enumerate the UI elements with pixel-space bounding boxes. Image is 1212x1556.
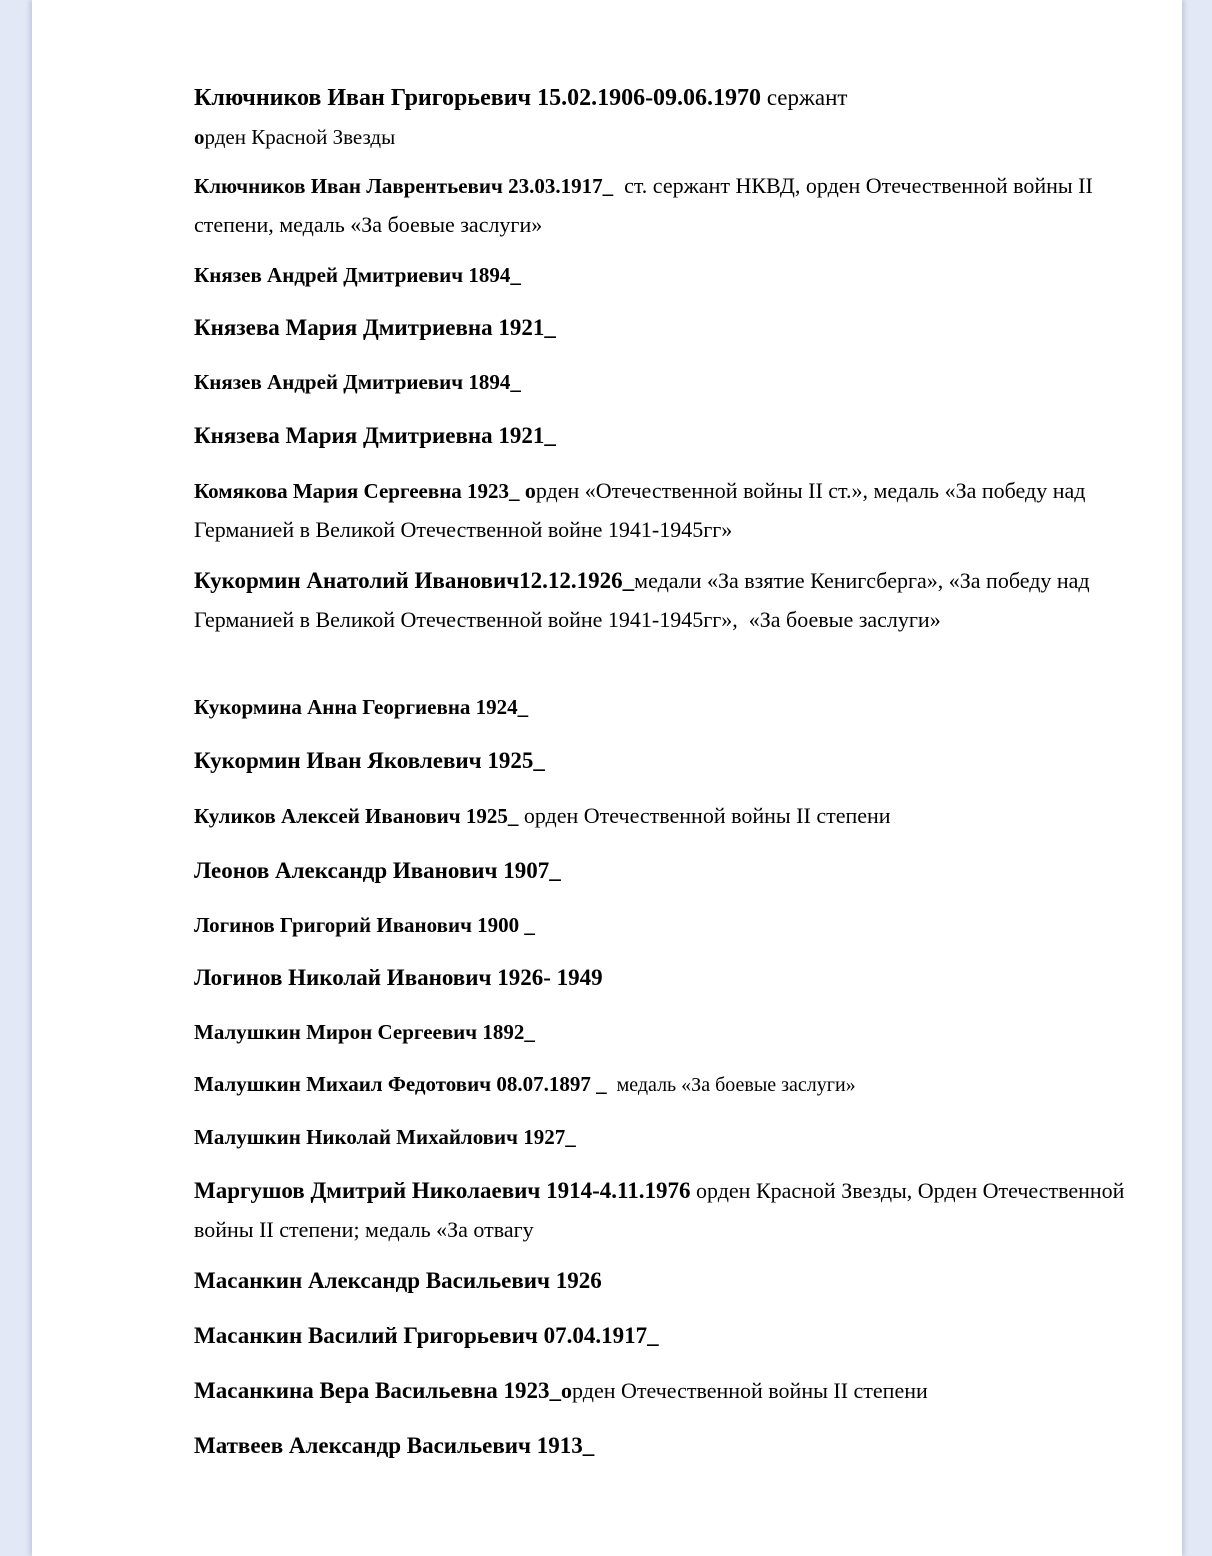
- person-details: орден Отечественной войны II степени: [518, 803, 891, 828]
- person-details: рден «Отечественной войны II ст.», медаль «За победу над Германией в Великой Отечественной войне 1941-1945гг»: [194, 478, 1086, 542]
- person-name: Князева Мария Дмитриевна 1921_: [194, 315, 556, 340]
- person-name: Масанкина Вера Васильевна 1923_: [194, 1378, 562, 1403]
- list-item: [194, 473, 1134, 551]
- person-name: Матвеев Александр Васильевич 1913_: [194, 1433, 595, 1458]
- list-item: [194, 257, 1134, 293]
- list-item: [194, 418, 1134, 454]
- list-item: [194, 1173, 1134, 1251]
- person-name: Кукормин Анатолий Иванович12.12.1926_: [194, 568, 635, 593]
- list-item: [194, 1428, 1134, 1464]
- list-item: [194, 310, 1134, 346]
- list-item: [194, 80, 1134, 158]
- person-name: Логинов Николай Иванович 1926- 1949: [194, 965, 603, 990]
- person-name: Леонов Александр Иванович 1907_: [194, 858, 561, 883]
- list-item: [194, 743, 1134, 779]
- list-item: [194, 563, 1134, 641]
- person-name: Масанкин Василий Григорьевич 07.04.1917_: [194, 1323, 659, 1348]
- person-name: Князева Мария Дмитриевна 1921_: [194, 423, 556, 448]
- person-name: Маргушов Дмитрий Николаевич 1914-4.11.1976: [194, 1178, 691, 1203]
- list-item: [194, 960, 1134, 996]
- person-details: ст. сержант НКВД, орден Отечественной войны II степени, медаль «За боевые заслуги»: [194, 173, 1099, 237]
- person-name: Логинов Григорий Иванович 1900 _: [194, 913, 535, 937]
- person-name: Князев Андрей Дмитриевич 1894_: [194, 263, 521, 287]
- person-name: Масанкин Александр Васильевич 1926: [194, 1268, 602, 1293]
- person-name: Кукормин Иван Яковлевич 1925_: [194, 748, 545, 773]
- person-name: Малушкин Михаил Федотович 08.07.1897 _: [194, 1072, 607, 1096]
- person-details-initial: о: [194, 125, 205, 149]
- person-name: Куликов Алексей Иванович 1925_: [194, 804, 519, 828]
- list-item: [194, 1066, 1134, 1105]
- person-details-initial: о: [524, 478, 536, 503]
- person-details: орден Красной Звезды, Орден Отечественной войны II степени; медаль «За отвагу: [194, 1178, 1125, 1242]
- person-details-initial: о: [561, 1378, 573, 1403]
- person-details: рден Красной Звезды: [204, 125, 396, 149]
- person-details: медаль «За боевые заслуги»: [606, 1074, 856, 1096]
- person-details: рден Отечественной войны II степени: [572, 1378, 928, 1403]
- person-name: Комякова Мария Сергеевна 1923_: [194, 479, 525, 503]
- document-page: [32, 0, 1182, 1556]
- person-name: Малушкин Николай Михайлович 1927_: [194, 1125, 576, 1149]
- list-item: [194, 168, 1134, 246]
- person-name: Ключников Иван Григорьевич 15.02.1906-09.06.1970: [194, 85, 762, 111]
- person-name: Малушкин Мирон Сергеевич 1892_: [194, 1020, 535, 1044]
- person-details: медали «За взятие Кенигсберга», «За победу над Германией в Великой Отечественной войне 1941-1945гг», «За боевые заслуги»: [194, 568, 1096, 632]
- list-item: [194, 907, 1134, 943]
- list-item: [194, 1263, 1134, 1299]
- list-item: [194, 1014, 1134, 1050]
- list-item: [194, 1318, 1134, 1354]
- list-item: [194, 1373, 1134, 1412]
- list-item: [194, 798, 1134, 837]
- person-name: Ключников Иван Лаврентьевич 23.03.1917_: [194, 174, 614, 198]
- list-item: [194, 689, 1134, 725]
- person-details: сержант: [761, 85, 848, 110]
- list-item: [194, 364, 1134, 400]
- list-item: [194, 853, 1134, 889]
- person-name: Кукормина Анна Георгиевна 1924_: [194, 695, 529, 719]
- list-item: [194, 1119, 1134, 1155]
- person-name: Князев Андрей Дмитриевич 1894_: [194, 370, 521, 394]
